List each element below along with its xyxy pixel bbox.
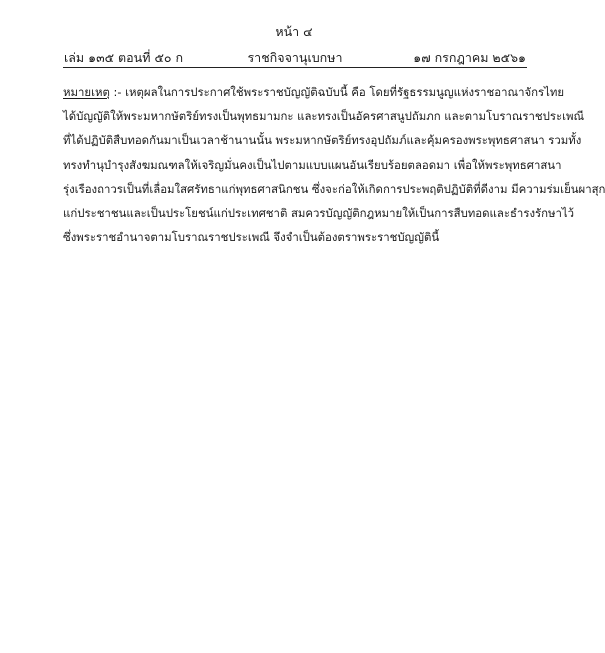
remark-line-2: ได้บัญญัติให้พระมหากษัตริย์ทรงเป็นพุทธมามกะ และทรงเป็นอัครศาสนูปถัมภก และตามโบราณราชประเพณี [63,109,585,124]
remark-line-1 [63,80,565,104]
gazette-title: ราชกิจจานุเบกษา [247,50,343,65]
volume-issue: เล่ม ๑๓๕ ตอนที่ ๕๐ ก [64,50,184,65]
publication-date: ๑๗ กรกฎาคม ๒๕๖๑ [413,50,526,65]
gazette-header [64,48,526,66]
header-divider [63,67,527,68]
remark-line-3: ที่ได้ปฏิบัติสืบทอดกันมาเป็นเวลาช้านานนั้น พระมหากษัตริย์ทรงอุปถัมภ์และคุ้มครองพระพุทธศาสนา รวมทั้ง [63,133,582,148]
remark-line-7: ซึ่งพระราชอำนาจตามโบราณราชประเพณี จึงจำเป็นต้องตราพระราชบัญญัตินี้ [63,230,440,245]
remark-text: เหตุผลในการประกาศใช้พระราชบัญญัติฉบับนี้ คือ โดยที่รัฐธรรมนูญแห่งราชอาณาจักรไทย [125,85,565,99]
remark-separator: :- [109,85,126,99]
page-number: หน้า ๔ [275,24,313,39]
remark-section [63,80,605,249]
remark-line-6: แก่ประชาชนและเป็นประโยชน์แก่ประเทศชาติ สมควรบัญญัติกฎหมายให้เป็นการสืบทอดและธำรงรักษาไว้ [63,206,575,221]
remark-line-5: รุ่งเรืองถาวรเป็นที่เลื่อมใสศรัทธาแก่พุทธศาสนิกชน ซึ่งจะก่อให้เกิดการประพฤติปฏิบัติที่ดีงาม มีความร่มเย็นผาสุก [63,181,605,196]
remark-line-4: ทรงทำนุบำรุงสังฆมณฑลให้เจริญมั่นคงเป็นไปตามแบบแผนอันเรียบร้อยตลอดมา เพื่อให้พระพุทธศาสนา [63,157,562,172]
remark-label: หมายเหตุ [63,85,110,99]
